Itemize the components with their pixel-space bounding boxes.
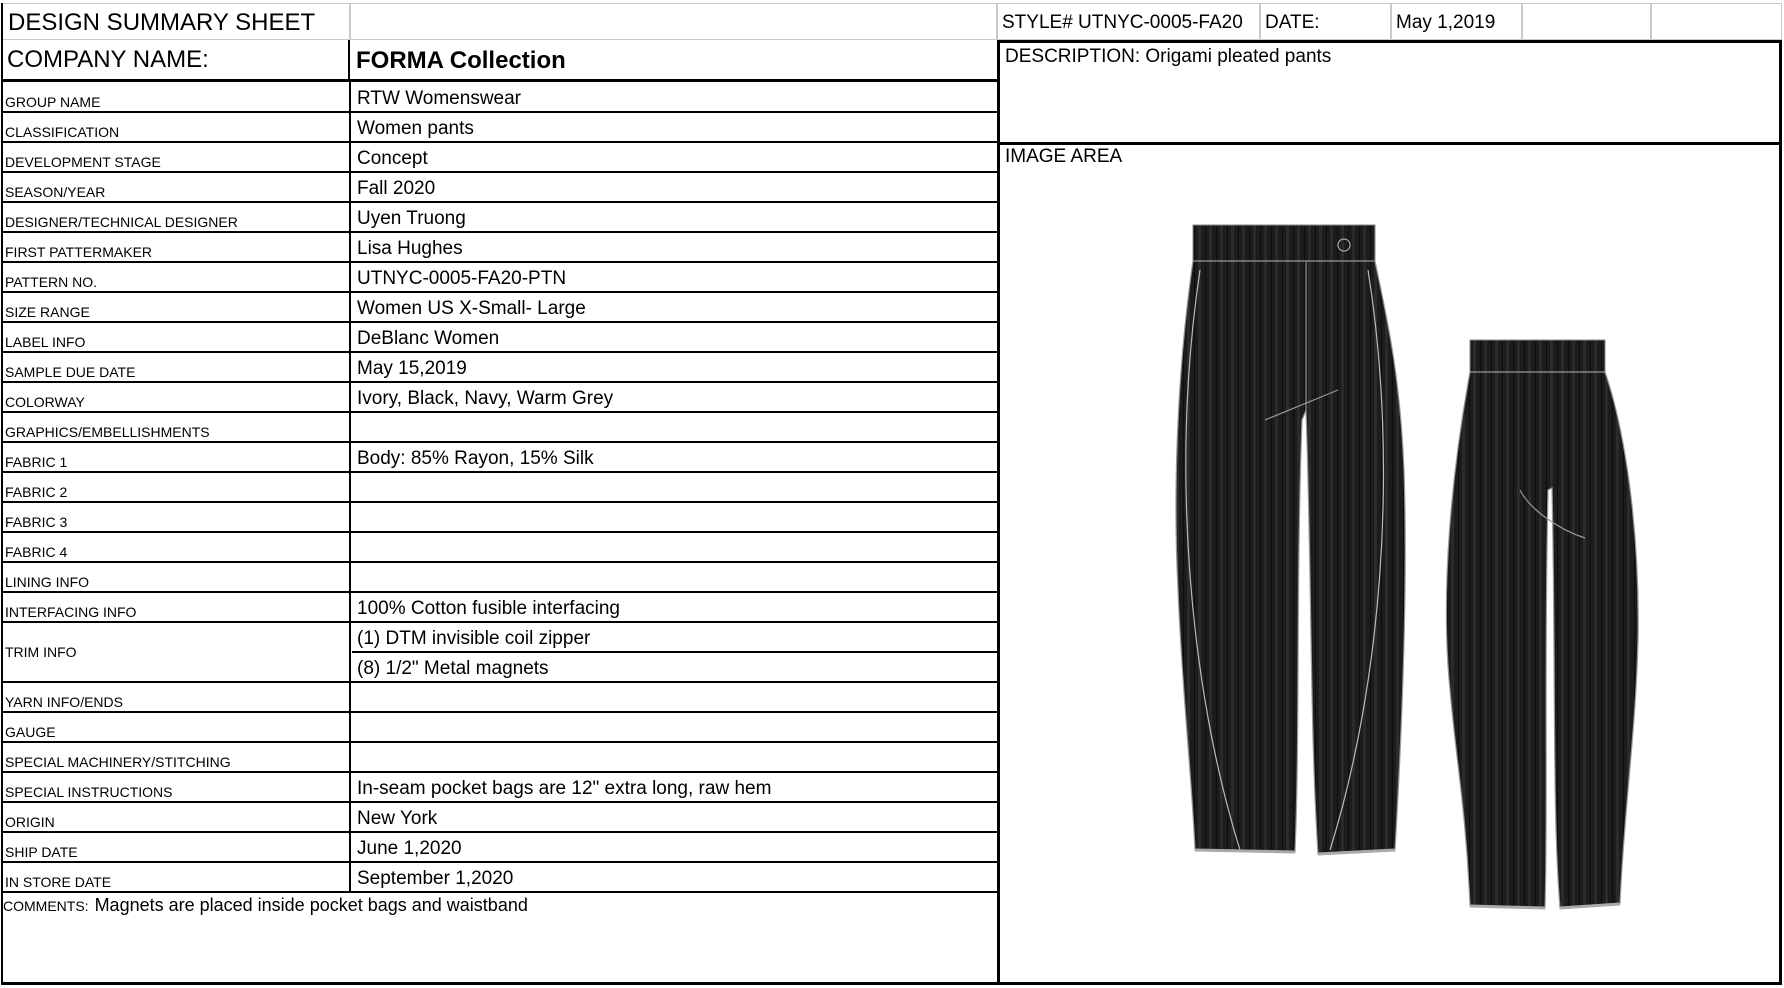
row-label: SHIP DATE	[5, 844, 78, 860]
front-waistband	[1193, 225, 1375, 261]
row-value: September 1,2020	[357, 868, 514, 889]
row-value	[352, 712, 997, 742]
row-label: FIRST PATTERMAKER	[5, 244, 153, 260]
row-value	[352, 532, 997, 562]
style-number: STYLE# UTNYC-0005-FA20	[997, 3, 1260, 40]
row-value: Women US X-Small- Large	[357, 298, 586, 319]
company-row-bottom-border	[2, 79, 997, 82]
row-value: Concept	[357, 148, 428, 169]
row-label: INTERFACING INFO	[5, 604, 137, 620]
row-value: June 1,2020	[357, 838, 462, 859]
header-empty-cell-2	[1651, 3, 1782, 40]
row-value: DeBlanc Women	[357, 328, 500, 349]
row-value: Lisa Hughes	[357, 238, 463, 259]
date-label: DATE:	[1260, 3, 1391, 40]
center-divider	[997, 40, 1000, 984]
comments	[3, 895, 993, 916]
row-label: YARN INFO/ENDS	[5, 694, 123, 710]
row-label: DEVELOPMENT STAGE	[5, 154, 161, 170]
sheet-title: DESIGN SUMMARY SHEET	[2, 3, 350, 40]
row-value	[352, 682, 997, 712]
row-value	[352, 472, 997, 502]
row-value: In-seam pocket bags are 12" extra long, raw hem	[357, 778, 772, 799]
front-raw-hem	[1195, 850, 1395, 854]
row-value	[352, 412, 997, 442]
image-area-label: IMAGE AREA	[1005, 146, 1123, 167]
back-pants-view	[1446, 340, 1638, 908]
row-label: FABRIC 2	[5, 484, 68, 500]
row-value: Uyen Truong	[357, 208, 466, 229]
comments-label: COMMENTS:	[3, 898, 89, 914]
description-top-border	[997, 40, 1782, 43]
pants-illustration	[1000, 170, 1780, 930]
row-label: FABRIC 1	[5, 454, 68, 470]
row-value: New York	[357, 808, 438, 829]
description: DESCRIPTION: Origami pleated pants	[1005, 46, 1332, 67]
row-label: GAUGE	[5, 724, 56, 740]
row-label: FABRIC 3	[5, 514, 68, 530]
row-label: ORIGIN	[5, 814, 55, 830]
row-label: GROUP NAME	[5, 94, 101, 110]
row-value: 100% Cotton fusible interfacing	[357, 598, 620, 619]
row-label: SEASON/YEAR	[5, 184, 106, 200]
row-label: FABRIC 4	[5, 544, 68, 560]
row-label: GRAPHICS/EMBELLISHMENTS	[5, 424, 210, 440]
front-pants-view	[1176, 225, 1405, 854]
left-border	[1, 3, 3, 984]
row-label: DESIGNER/TECHNICAL DESIGNER	[5, 214, 238, 230]
right-border	[1779, 40, 1782, 984]
row-value: (1) DTM invisible coil zipper	[357, 628, 591, 649]
row-label: SAMPLE DUE DATE	[5, 364, 136, 380]
row-label: CLASSIFICATION	[5, 124, 120, 140]
company-name-value: FORMA Collection	[356, 47, 566, 74]
row-label: IN STORE DATE	[5, 874, 112, 890]
row-label: LABEL INFO	[5, 334, 86, 350]
front-pants-body	[1176, 261, 1405, 854]
back-pants-body	[1446, 372, 1638, 908]
comments-value: Magnets are placed inside pocket bags and waistband	[94, 895, 528, 915]
row-value: Fall 2020	[357, 178, 436, 199]
row-label: SIZE RANGE	[5, 304, 90, 320]
row-label: LINING INFO	[5, 574, 90, 590]
bottom-border	[1, 982, 1782, 985]
row-label: SPECIAL MACHINERY/STITCHING	[5, 754, 231, 770]
row-value: (8) 1/2" Metal magnets	[357, 658, 549, 679]
row-value	[352, 742, 997, 772]
back-waistband	[1470, 340, 1605, 372]
row-value: Ivory, Black, Navy, Warm Grey	[357, 388, 614, 409]
row-divider	[2, 891, 997, 893]
row-label: TRIM INFO	[5, 644, 77, 660]
row-label: COLORWAY	[5, 394, 85, 410]
row-value: May 15,2019	[357, 358, 467, 379]
date-value: May 1,2019	[1391, 3, 1522, 40]
row-label: SPECIAL INSTRUCTIONS	[5, 784, 173, 800]
header-empty-cell-1	[1522, 3, 1651, 40]
company-name-label: COMPANY NAME:	[2, 40, 350, 79]
label-value-divider	[349, 82, 351, 892]
header-blank-cell	[350, 3, 997, 40]
row-value	[352, 562, 997, 592]
row-value	[352, 502, 997, 532]
row-value: Women pants	[357, 118, 474, 139]
row-value: UTNYC-0005-FA20-PTN	[357, 268, 567, 289]
row-value: Body: 85% Rayon, 15% Silk	[357, 448, 594, 469]
row-label: PATTERN NO.	[5, 274, 98, 290]
image-area-top-border	[997, 142, 1782, 145]
row-value: RTW Womenswear	[357, 88, 521, 109]
